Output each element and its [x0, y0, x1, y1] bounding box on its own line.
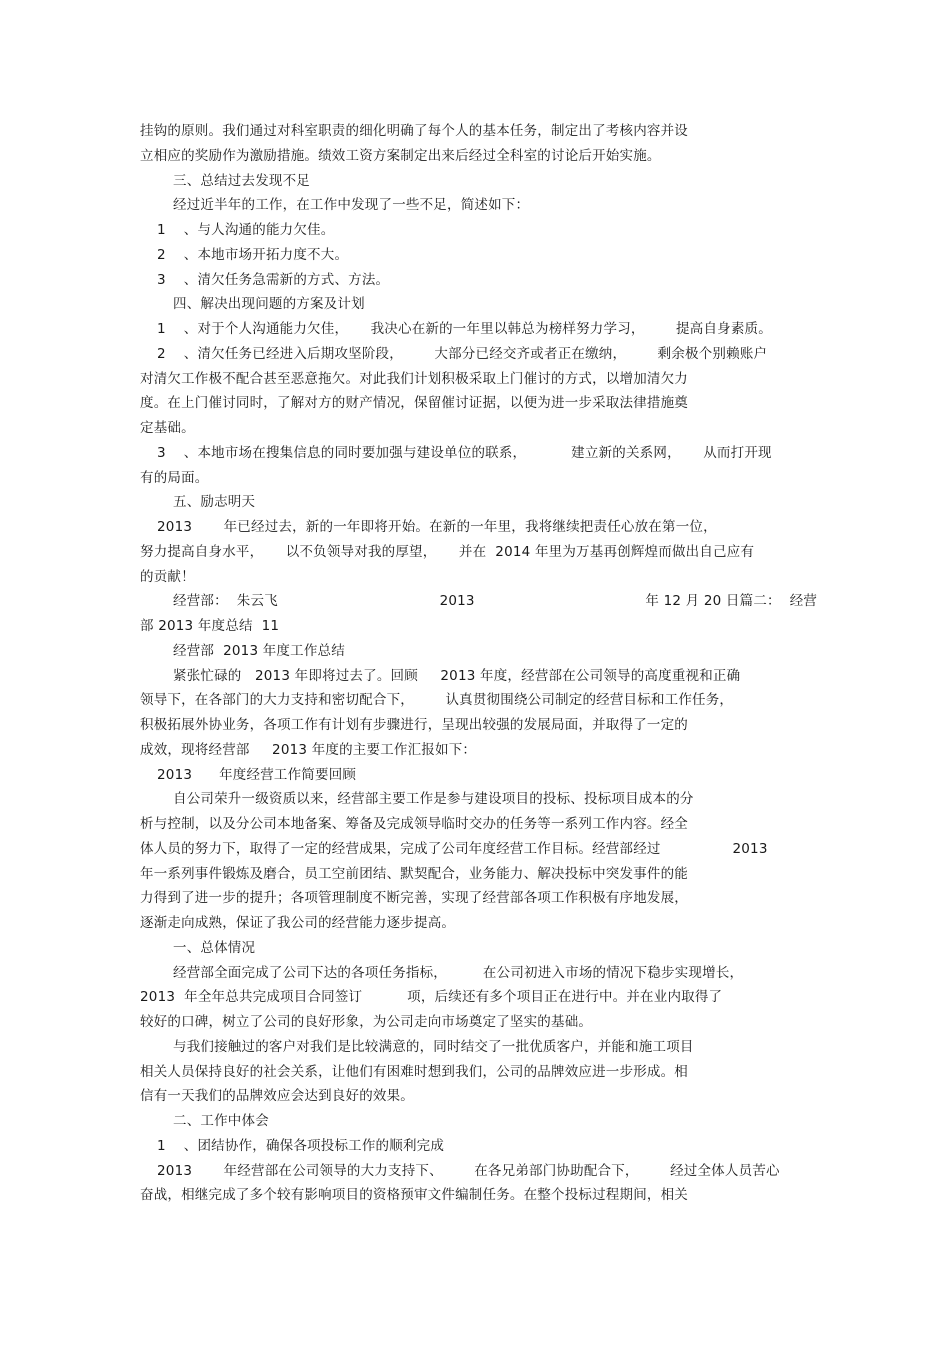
text-line: 经营部： 朱云飞 2013 年 12 月 20 日篇二： 经营 — [173, 593, 818, 609]
text-line: 挂钩的原则。我们通过对科室职责的细化明确了每个人的基本任务，制定出了考核内容并设 — [140, 123, 688, 139]
text-line: 2013 年全年总共完成项目合同签订 项，后续还有多个项目正在进行中。并在业内取得了 — [140, 989, 723, 1005]
text-line: 力得到了进一步的提升；各项管理制度不断完善，实现了经营部各项工作积极有序地发展， — [140, 890, 688, 906]
text-line: 2013 年度经营工作简要回顾 — [157, 767, 357, 783]
text-line: 经过近半年的工作，在工作中发现了一些不足，简述如下： — [173, 197, 530, 213]
text-line: 经营部全面完成了公司下达的各项任务指标， 在公司初进入市场的情况下稳步实现增长， — [173, 965, 744, 981]
text-line: 体人员的努力下，取得了一定的经营成果，完成了公司年度经营工作目标。经营部经过 2013 — [140, 841, 768, 857]
text-line: 的贡献！ — [140, 569, 195, 585]
text-line: 2 、清欠任务已经进入后期攻坚阶段， 大部分已经交齐或者正在缴纳， 剩余极个别赖账户 — [157, 346, 768, 362]
text-line: 领导下，在各部门的大力支持和密切配合下， 认真贯彻围绕公司制定的经营目标和工作任务， — [140, 692, 734, 708]
text-line: 自公司荣升一级资质以来，经营部主要工作是参与建设项目的投标、投标项目成本的分 — [173, 791, 694, 807]
text-line: 相关人员保持良好的社会关系，让他们有困难时想到我们，公司的品牌效应进一步形成。相 — [140, 1064, 688, 1080]
text-line: 三、总结过去发现不足 — [173, 173, 310, 189]
text-line: 对清欠工作极不配合甚至恶意拖欠。对此我们计划积极采取上门催讨的方式，以增加清欠力 — [140, 371, 688, 387]
text-line: 紧张忙碌的 2013 年即将过去了。回顾 2013 年度，经营部在公司领导的高度重视和正确 — [173, 668, 741, 684]
text-line: 年一系列事件锻炼及磨合，员工空前团结、默契配合，业务能力、解决投标中突发事件的能 — [140, 866, 688, 882]
text-line: 度。在上门催讨同时，了解对方的财产情况，保留催讨证据，以便为进一步采取法律措施奠 — [140, 395, 688, 411]
text-line: 1 、对于个人沟通能力欠佳， 我决心在新的一年里以韩总为榜样努力学习， 提高自身素质。 — [157, 321, 772, 337]
text-line: 经营部 2013 年度工作总结 — [173, 643, 345, 659]
text-line: 定基础。 — [140, 420, 195, 436]
text-line: 五、励志明天 — [173, 494, 256, 510]
text-line: 奋战，相继完成了多个较有影响项目的资格预审文件编制任务。在整个投标过程期间，相关 — [140, 1187, 688, 1203]
text-line: 部 2013 年度总结 11 — [140, 618, 280, 634]
text-line: 2013 年已经过去，新的一年即将开始。在新的一年里，我将继续把责任心放在第一位， — [157, 519, 717, 535]
text-line: 成效，现将经营部 2013 年度的主要工作汇报如下： — [140, 742, 477, 758]
text-line: 与我们接触过的客户对我们是比较满意的，同时结交了一批优质客户，并能和施工项目 — [173, 1039, 694, 1055]
text-line: 四、解决出现问题的方案及计划 — [173, 296, 365, 312]
text-line: 3 、清欠任务急需新的方式、方法。 — [157, 272, 390, 288]
text-line: 2013 年经营部在公司领导的大力支持下、 在各兄弟部门协助配合下， 经过全体人员苦心 — [157, 1163, 780, 1179]
text-line: 析与控制，以及分公司本地备案、筹备及完成领导临时交办的任务等一系列工作内容。经全 — [140, 816, 688, 832]
text-line: 二、工作中体会 — [173, 1113, 269, 1129]
text-line: 3 、本地市场在搜集信息的同时要加强与建设单位的联系， 建立新的关系网， 从而打开现 — [157, 445, 772, 461]
text-line: 有的局面。 — [140, 470, 209, 486]
text-line: 1 、团结协作，确保各项投标工作的顺利完成 — [157, 1138, 445, 1154]
text-line: 努力提高自身水平， 以不负领导对我的厚望， 并在 2014 年里为万基再创辉煌而做出自己应有 — [140, 544, 755, 560]
text-line: 积极拓展外协业务，各项工作有计划有步骤进行，呈现出较强的发展局面，并取得了一定的 — [140, 717, 688, 733]
text-line: 1 、与人沟通的能力欠佳。 — [157, 222, 335, 238]
text-line: 立相应的奖励作为激励措施。绩效工资方案制定出来后经过全科室的讨论后开始实施。 — [140, 148, 661, 164]
text-line: 2 、本地市场开拓力度不大。 — [157, 247, 349, 263]
text-line: 信有一天我们的品牌效应会达到良好的效果。 — [140, 1088, 414, 1104]
text-line: 一、总体情况 — [173, 940, 256, 956]
text-line: 较好的口碑，树立了公司的良好形象，为公司走向市场奠定了坚实的基础。 — [140, 1014, 593, 1030]
text-line: 逐渐走向成熟，保证了我公司的经营能力逐步提高。 — [140, 915, 456, 931]
